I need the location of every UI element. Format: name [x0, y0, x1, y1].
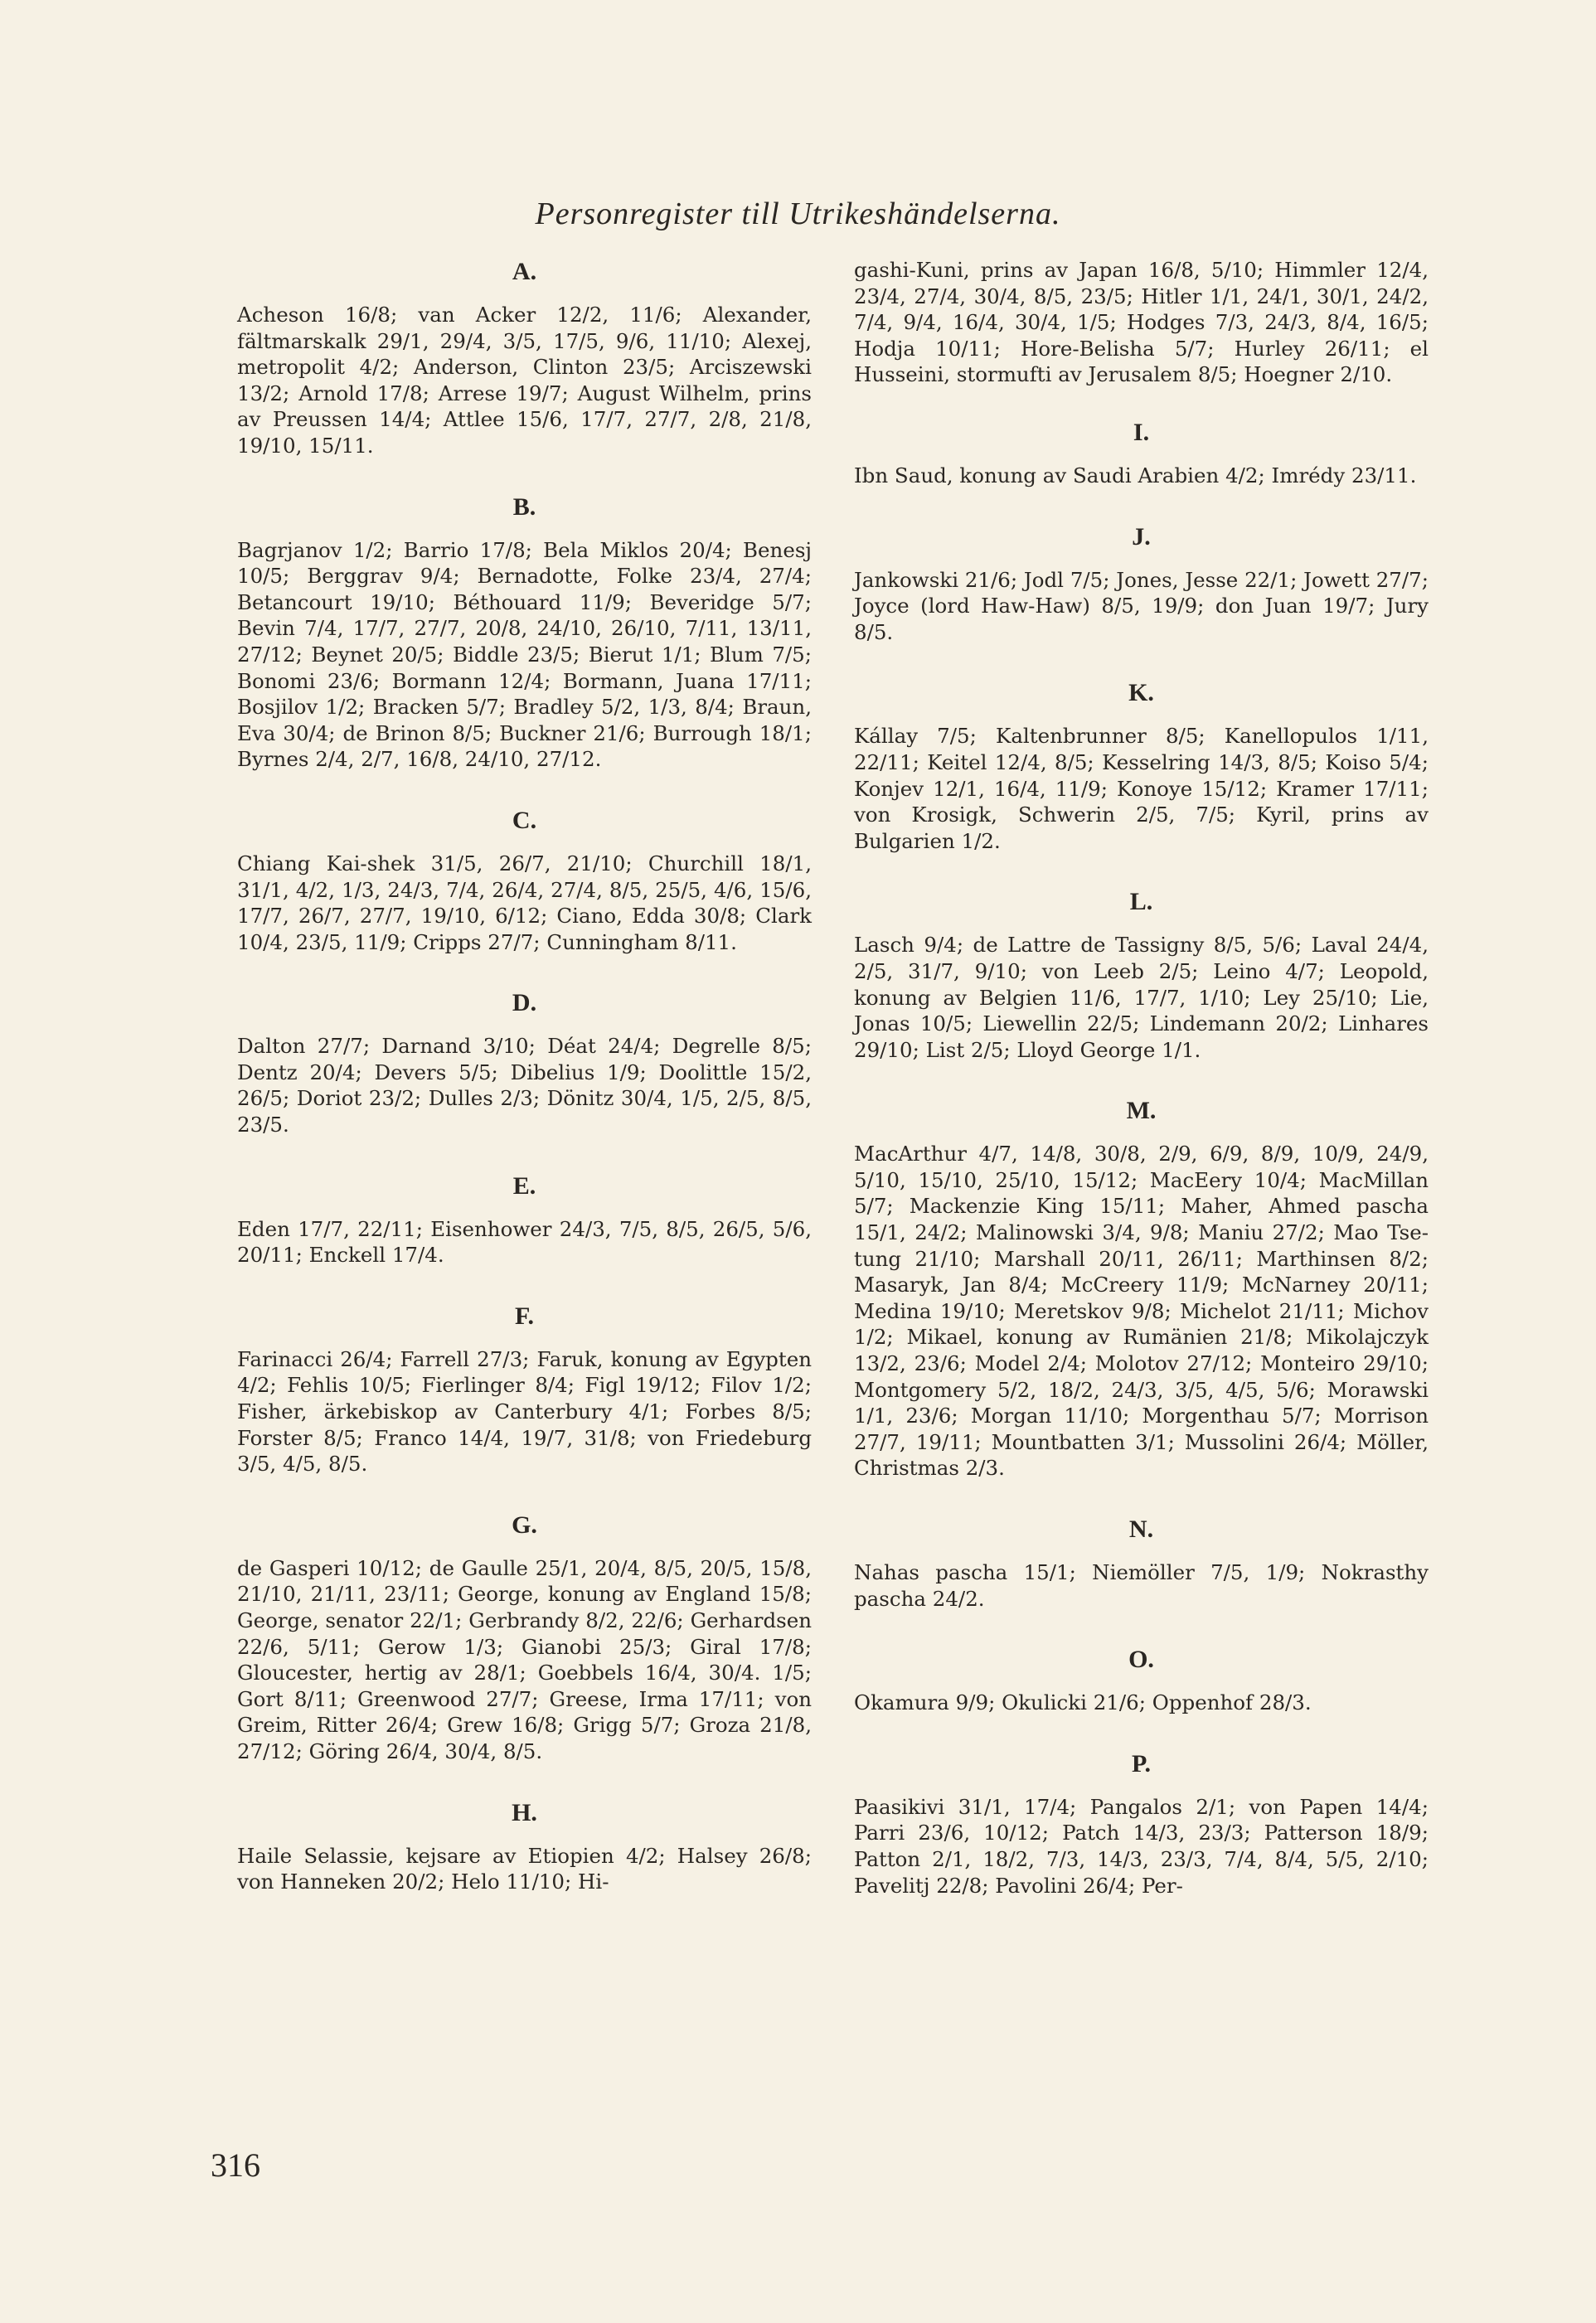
left-column — [237, 257, 812, 1928]
section-entries: Jankowski 21/6; Jodl 7/5; Jones, Jesse 22/1; Jowett 27/7; Joyce (lord Haw-Haw) 8/5, 19/9; don Juan 19/7; Jury 8/5. — [854, 567, 1429, 644]
section-entries: Nahas pascha 15/1; Niemöller 7/5, 1/9; Nokrasthy pascha 24/2. — [854, 1560, 1429, 1611]
section-letter: P. — [1131, 1749, 1152, 1777]
section-entries: Farinacci 26/4; Farrell 27/3; Faruk, konung av Egypten 4/2; Fehlis 10/5; Fierlinger 8/4; Figl 19/12; Filov 1/2; Fisher, ärkebiskop av Canterbury 4/1; Forbes 8/5; Forster 8/5; Franco 14/4, 19/7, 31/8; von Friedeburg 3/5, 4/5, 8/5. — [237, 1346, 812, 1477]
section-letter: J. — [1132, 522, 1151, 550]
section-letter: C. — [512, 806, 537, 834]
index-section-l — [854, 887, 1429, 1063]
section-letter: I. — [1133, 418, 1150, 446]
section-entries: de Gasperi 10/12; de Gaulle 25/1, 20/4, 8/5, 20/5, 15/8, 21/10, 21/11, 23/11; George, konung av England 15/8; George, senator 22/1; Gerbrandy 8/2, 22/6; Gerhardsen 22/6, 5/11; Gerow 1/3; Gianobi 25/3; Giral 17/8; Gloucester, hertig av 28/1; Goebbels 16/4, 30/4. 1/5; Gort 8/11; Greenwood 27/7; Greese, Irma 17/11; von Greim, Ritter 26/4; Grew 16/8; Grigg 5/7; Groza 21/8, 27/12; Göring 26/4, 30/4, 8/5. — [237, 1555, 812, 1763]
section-letter: M. — [1126, 1097, 1157, 1125]
section-letter: F. — [514, 1302, 535, 1330]
index-section-i — [854, 418, 1429, 489]
index-section-g — [237, 1511, 812, 1765]
section-entries: Bagrjanov 1/2; Barrio 17/8; Bela Miklos 20/4; Benesj 10/5; Berggrav 9/4; Bernadotte, Folke 23/4, 27/4; Betancourt 19/10; Béthouard 11/9; Beveridge 5/7; Bevin 7/4, 17/7, 27/7, 20/8, 24/10, 26/10, 7/11, 13/11, 27/12; Beynet 20/5; Biddle 23/5; Bierut 1/1; Blum 7/5; Bonomi 23/6; Bormann 12/4; Bormann, Juana 17/11; Bosjilov 1/2; Bracken 5/7; Bradley 5/2, 1/3, 8/4; Braun, Eva 30/4; de Brinon 8/5; Buckner 21/6; Burrough 18/1; Byrnes 2/4, 2/7, 16/8, 24/10, 27/12. — [237, 537, 812, 772]
index-section-k — [854, 678, 1429, 854]
index-section-b — [237, 492, 812, 773]
section-entries: Acheson 16/8; van Acker 12/2, 11/6; Alexander, fältmarskalk 29/1, 29/4, 3/5, 17/5, 9/6, 11/10; Alexej, metropolit 4/2; Anderson, Clinton 23/5; Arciszewski 13/2; Arnold 17/8; Arrese 19/7; August Wilhelm, prins av Preussen 14/4; Attlee 15/6, 17/7, 27/7, 2/8, 21/8, 19/10, 15/11. — [237, 303, 812, 458]
index-section-p — [854, 1749, 1429, 1899]
section-entries: Ibn Saud, konung av Saudi Arabien 4/2; Imrédy 23/11. — [854, 463, 1417, 487]
section-entries: Lasch 9/4; de Lattre de Tassigny 8/5, 5/6; Laval 24/4, 2/5, 31/7, 9/10; von Leeb 2/5; Leino 4/7; Leopold, konung av Belgien 11/6, 17/7, 1/10; Ley 25/10; Lie, Jonas 10/5; Liewellin 22/5; Lindemann 20/2; Linhares 29/10; List 2/5; Lloyd George 1/1. — [854, 933, 1429, 1062]
section-letter: A. — [512, 258, 537, 285]
section-entries: Haile Selassie, kejsare av Etiopien 4/2; Halsey 26/8; von Hanneken 20/2; Helo 11/10; Hi- — [237, 1843, 812, 1894]
page-number: 316 — [211, 2146, 260, 2184]
section-letter: D. — [512, 989, 537, 1017]
section-letter: G. — [512, 1511, 537, 1539]
section-letter: L. — [1129, 888, 1153, 916]
section-entries: Eden 17/7, 22/11; Eisenhower 24/3, 7/5, 8/5, 26/5, 5/6, 20/11; Enckell 17/4. — [237, 1216, 812, 1268]
index-section-h-continued — [854, 257, 1429, 388]
index-section-a — [237, 257, 812, 459]
index-section-n — [854, 1515, 1429, 1612]
section-entries: MacArthur 4/7, 14/8, 30/8, 2/9, 6/9, 8/9, 10/9, 24/9, 5/10, 15/10, 25/10, 15/12; MacEery 10/4; MacMillan 5/7; Mackenzie King 15/11; Maher, Ahmed pascha 15/1, 24/2; Malinowski 3/4, 9/8; Maniu 27/2; Mao Tse-tung 21/10; Marshall 20/11, 26/11; Marthinsen 8/2; Masaryk, Jan 8/4; McCreery 11/9; McNarney 20/11; Medina 19/10; Meretskov 9/8; Michelot 21/11; Michov 1/2; Mikael, konung av Rumänien 21/8; Mikolajczyk 13/2, 23/6; Model 2/4; Molotov 27/12; Monteiro 29/10; Montgomery 5/2, 18/2, 24/3, 3/5, 4/5, 5/6; Morawski 1/1, 23/6; Morgan 11/10; Morgenthau 5/7; Morrison 27/7, 19/11; Mountbatten 3/1; Mussolini 26/4; Möller, Christmas 2/3. — [854, 1142, 1429, 1481]
section-letter: O. — [1128, 1646, 1154, 1674]
section-entries: gashi-Kuni, prins av Japan 16/8, 5/10; Himmler 12/4, 23/4, 27/4, 30/4, 8/5, 23/5; Hitler 1/1, 24/1, 30/1, 24/2, 7/4, 9/4, 16/4, 30/4, 1/5; Hodges 7/3, 24/3, 8/4, 16/5; Hodja 10/11; Hore-Belisha 5/7; Hurley 26/11; el Husseini, stormufti av Jerusalem 8/5; Hoegner 2/10. — [854, 258, 1429, 387]
index-section-h — [237, 1798, 812, 1895]
section-letter: B. — [512, 492, 536, 521]
section-letter: K. — [1128, 679, 1154, 707]
section-entries: Dalton 27/7; Darnand 3/10; Déat 24/4; Degrelle 8/5; Dentz 20/4; Devers 5/5; Dibelius 1/9; Doolittle 15/2, 26/5; Doriot 23/2; Dulles 2/3; Dönitz 30/4, 1/5, 2/5, 8/5, 23/5. — [237, 1034, 812, 1137]
index-section-m — [854, 1096, 1429, 1482]
section-entries: Chiang Kai-shek 31/5, 26/7, 21/10; Churchill 18/1, 31/1, 4/2, 1/3, 24/3, 7/4, 26/4, 27/4, 8/5, 25/5, 4/6, 15/6, 17/7, 26/7, 27/7, 19/10, 6/12; Ciano, Edda 30/8; Clark 10/4, 23/5, 11/9; Cripps 27/7; Cunningham 8/11. — [237, 851, 812, 954]
index-section-j — [854, 522, 1429, 646]
section-entries: Kállay 7/5; Kaltenbrunner 8/5; Kanellopulos 1/11, 22/11; Keitel 12/4, 8/5; Kesselring 14/3, 8/5; Koiso 5/4; Konjev 12/1, 16/4, 11/9; Konoye 15/12; Kramer 17/11; von Krosigk, Schwerin 2/5, 7/5; Kyril, prins av Bulgarien 1/2. — [854, 724, 1429, 853]
page-title: Personregister till Utrikeshändelserna. — [535, 196, 1061, 231]
index-section-f — [237, 1302, 812, 1477]
index-section-c — [237, 806, 812, 955]
right-column — [854, 257, 1429, 1932]
index-section-o — [854, 1645, 1429, 1716]
section-letter: N. — [1128, 1516, 1154, 1543]
index-section-e — [237, 1171, 812, 1268]
index-section-d — [237, 988, 812, 1137]
section-entries: Okamura 9/9; Okulicki 21/6; Oppenhof 28/3. — [854, 1690, 1312, 1715]
section-letter: E. — [512, 1171, 536, 1200]
section-letter: H. — [512, 1798, 537, 1826]
section-entries: Paasikivi 31/1, 17/4; Pangalos 2/1; von Papen 14/4; Parri 23/6, 10/12; Patch 14/3, 23/3; Patterson 18/9; Patton 2/1, 18/2, 7/3, 14/3, 23/3, 7/4, 8/4, 5/5, 2/10; Pavelitj 22/8; Pavolini 26/4; Per- — [854, 1794, 1429, 1898]
